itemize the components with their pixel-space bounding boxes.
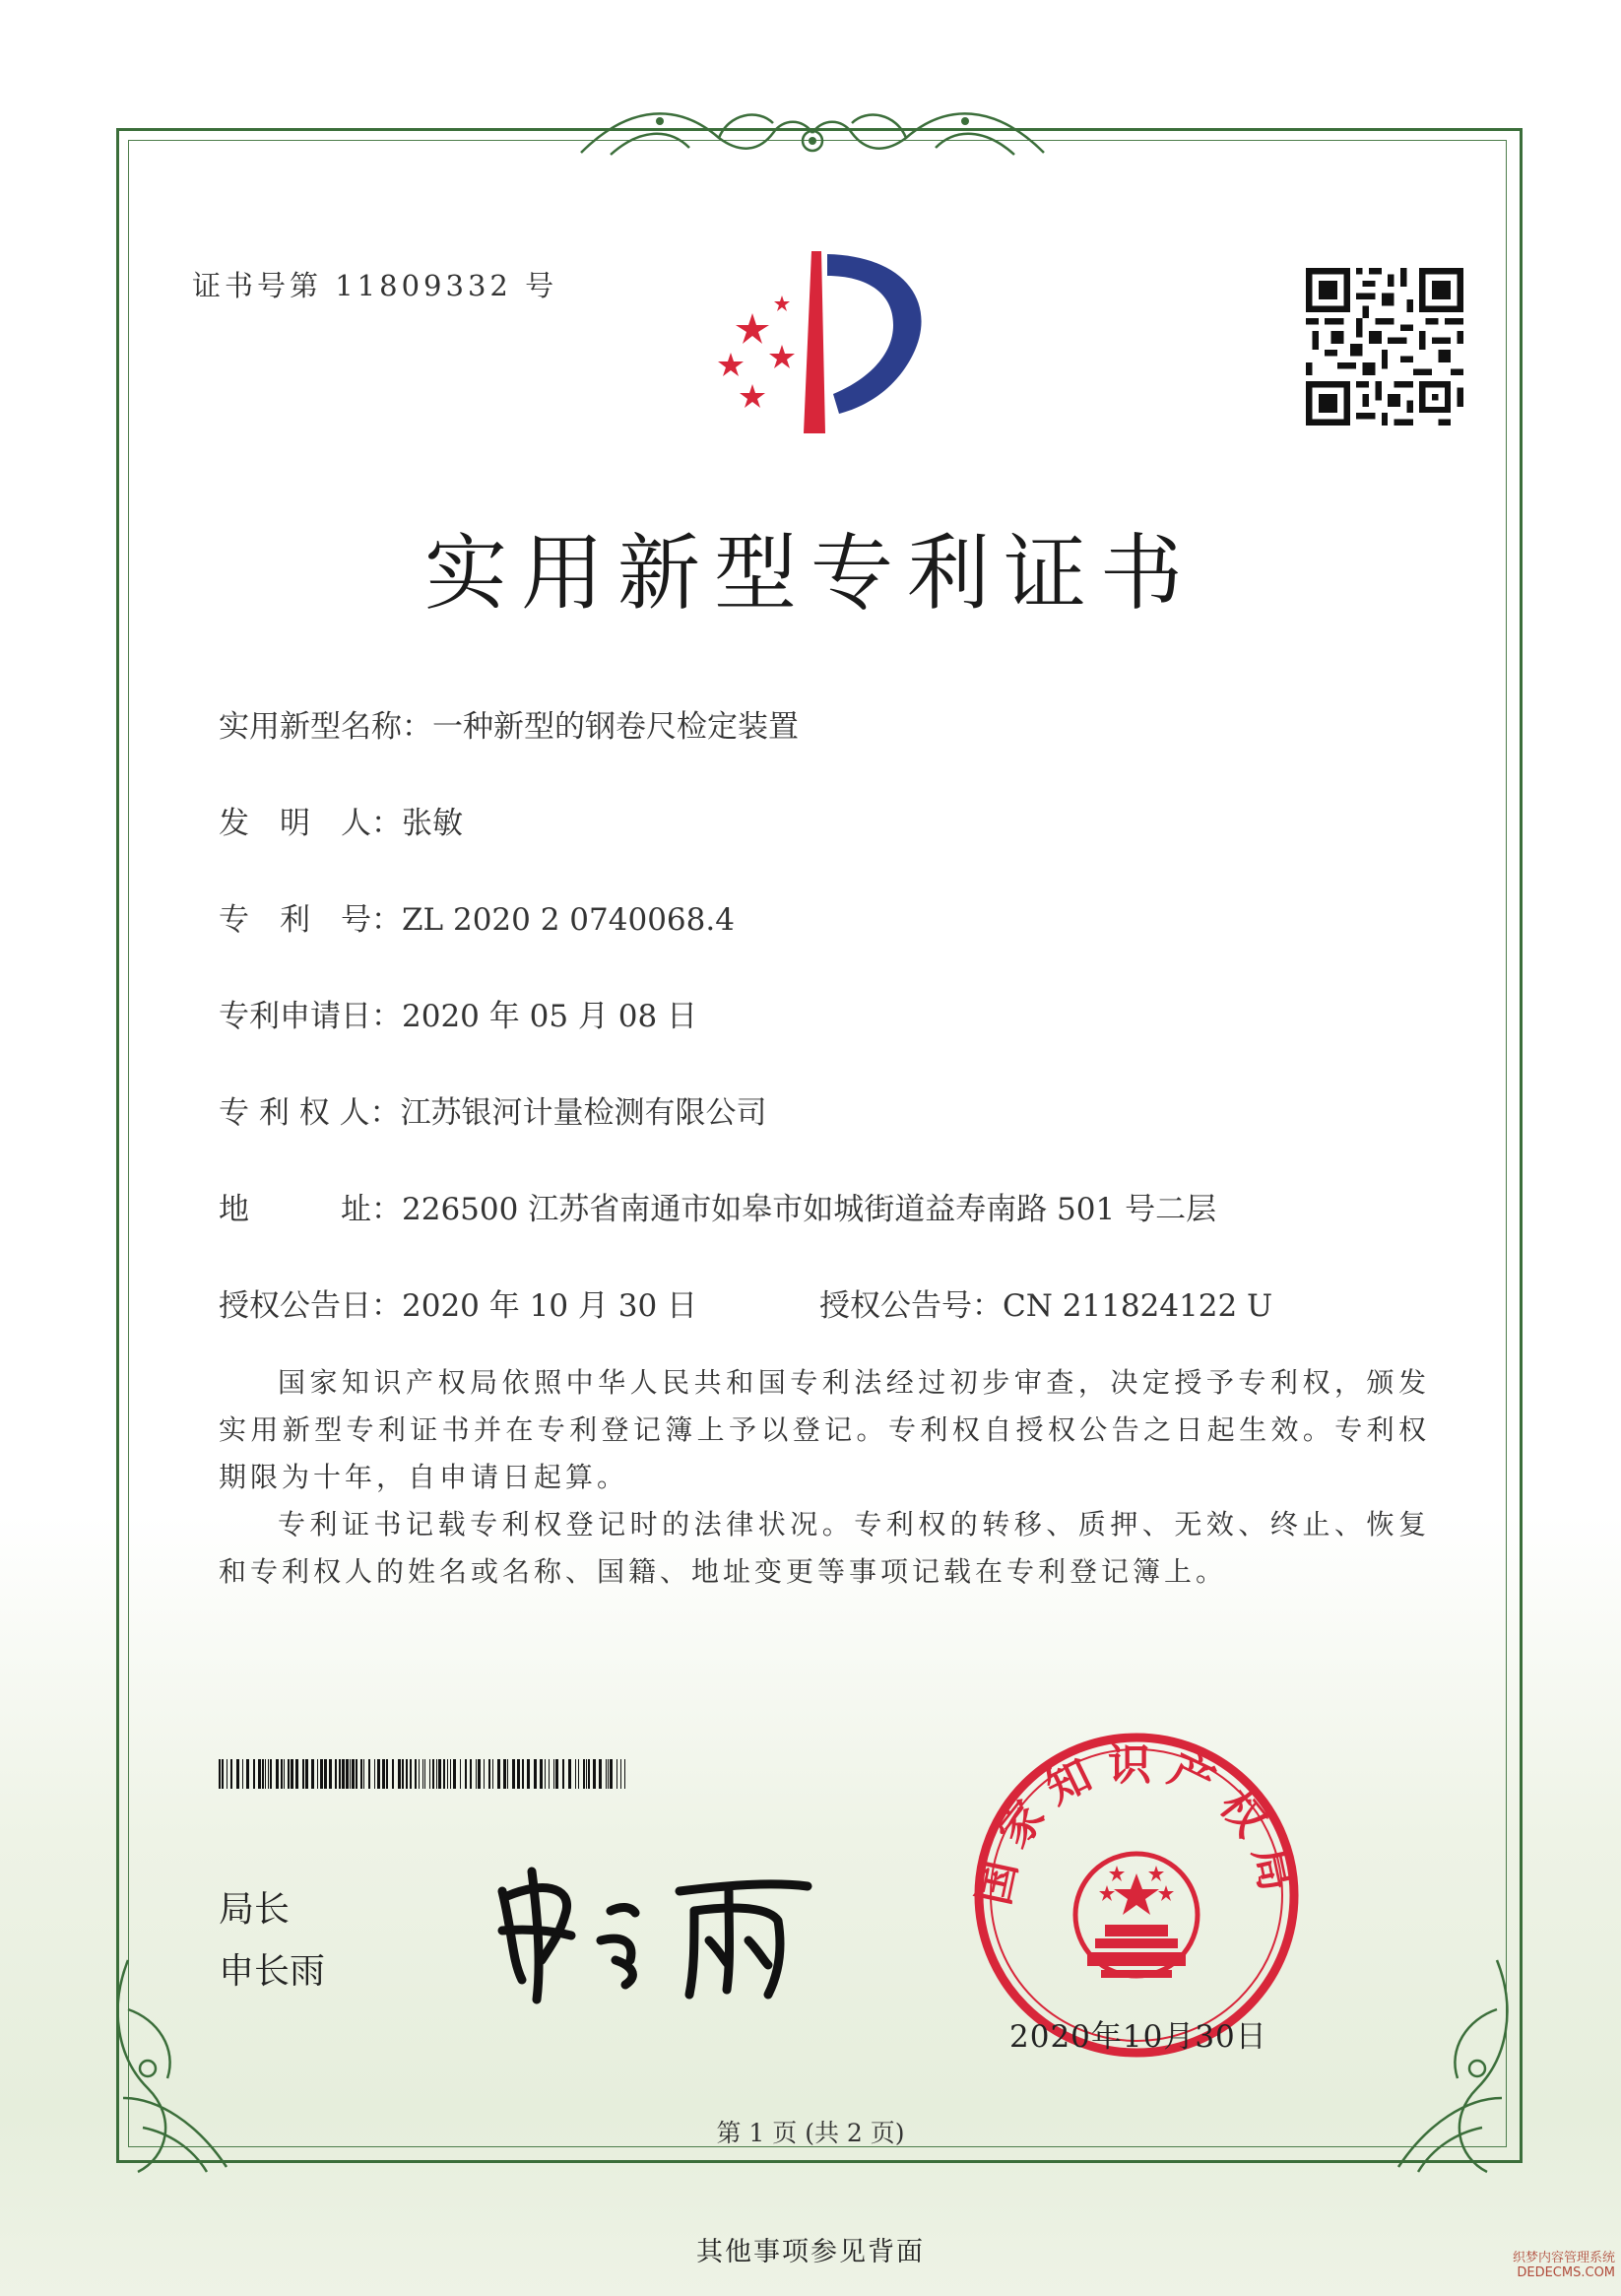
barcode-bar	[382, 1759, 385, 1789]
barcode-bar	[562, 1759, 564, 1789]
barcode-bar	[246, 1759, 249, 1789]
barcode-bar	[320, 1759, 323, 1789]
qr-code	[1306, 268, 1463, 426]
barcode-bar	[588, 1759, 590, 1789]
barcode-bar	[317, 1759, 318, 1789]
barcode-bar	[450, 1759, 451, 1789]
barcode-bar	[624, 1759, 625, 1789]
barcode-bar	[453, 1759, 456, 1789]
field-address: 地 址：226500 江苏省南通市如皋市如城街道益寿南路 501 号二层	[219, 1192, 1217, 1227]
field-announcement-date: 授权公告日：2020 年 10 月 30 日	[219, 1288, 698, 1324]
back-note: 其他事项参见背面	[696, 2237, 925, 2267]
barcode-bar	[424, 1759, 425, 1789]
barcode-bar	[503, 1759, 506, 1789]
barcode-bar	[242, 1759, 243, 1789]
barcode-bar	[512, 1759, 515, 1789]
barcode-bar	[568, 1759, 571, 1789]
barcode-bar	[288, 1759, 290, 1789]
barcode-bar	[465, 1759, 467, 1789]
barcode-bar	[478, 1759, 481, 1789]
barcode-bar	[470, 1759, 472, 1789]
barcode-bar	[377, 1759, 380, 1789]
barcode-bar	[429, 1759, 430, 1789]
barcode-bar	[265, 1759, 266, 1789]
barcode-bar	[398, 1759, 401, 1789]
barcode-bar	[311, 1759, 314, 1789]
barcode-bar	[368, 1759, 370, 1789]
barcode-bar	[616, 1759, 617, 1789]
barcode-bar	[253, 1759, 255, 1789]
bottom-right-ornament	[1379, 1950, 1526, 2187]
barcode-bar	[329, 1759, 332, 1789]
director-title: 局长	[219, 1889, 291, 1930]
barcode-bar	[517, 1759, 520, 1789]
barcode-bar	[386, 1759, 388, 1789]
barcode-bar	[443, 1759, 445, 1789]
barcode-bar	[268, 1759, 269, 1789]
barcode-bar	[230, 1759, 232, 1789]
barcode-bar	[527, 1759, 530, 1789]
barcode-bar	[339, 1759, 341, 1789]
barcode-bar	[236, 1759, 239, 1789]
seal-text: 国家知识产权局	[969, 1739, 1304, 1910]
barcode-bar	[410, 1759, 412, 1789]
barcode-bar	[415, 1759, 417, 1789]
barcode-bar	[610, 1759, 613, 1789]
barcode-bar	[406, 1759, 408, 1789]
barcode-bar	[360, 1759, 362, 1789]
barcode-bar	[606, 1759, 607, 1789]
handwritten-signature	[483, 1852, 837, 2009]
barcode-bar	[419, 1759, 420, 1789]
barcode-bar	[284, 1759, 285, 1789]
barcode-bar	[599, 1759, 602, 1789]
barcode-bar	[484, 1759, 485, 1789]
certificate-number	[192, 264, 557, 304]
page-number: 第 1 页 (共 2 页)	[716, 2119, 905, 2147]
certificate-number-suffix: 号	[525, 269, 558, 302]
barcode-bar	[436, 1759, 437, 1789]
barcode-bar	[222, 1759, 224, 1789]
field-application-date: 专利申请日：2020 年 05 月 08 日	[219, 999, 698, 1034]
barcode-bar	[593, 1759, 596, 1789]
barcode-bar	[492, 1759, 493, 1789]
barcode-bar	[549, 1759, 550, 1789]
field-patentee: 专 利 权 人：江苏银河计量检测有限公司	[219, 1095, 767, 1131]
barcode-bar	[295, 1759, 298, 1789]
page-title: 实用新型专利证书	[423, 525, 1197, 622]
barcode-bar	[392, 1759, 394, 1789]
barcode-bar	[276, 1759, 279, 1789]
top-ornament	[571, 94, 1054, 172]
barcode-bar	[402, 1759, 404, 1789]
field-patent-number: 专 利 号：ZL 2020 2 0740068.4	[219, 902, 735, 938]
barcode-bar	[586, 1759, 587, 1789]
barcode-bar	[363, 1759, 364, 1789]
barcode-bar	[460, 1759, 461, 1789]
certificate-number-value: 11809332	[335, 269, 512, 302]
field-inventor: 发 明 人：张敏	[219, 806, 463, 841]
seal-date: 2020年10月30日	[1009, 2019, 1267, 2055]
barcode-bar	[352, 1759, 355, 1789]
barcode-bar	[342, 1759, 345, 1789]
cnipa-logo	[701, 246, 947, 443]
watermark-line-2: DEDECMS.COM	[1517, 2265, 1616, 2280]
barcode-bar	[507, 1759, 508, 1789]
barcode-bar	[497, 1759, 500, 1789]
barcode-bar	[356, 1759, 357, 1789]
certificate-number-label: 证书号第	[192, 269, 323, 302]
barcode-bar	[305, 1759, 308, 1789]
barcode-bar	[578, 1759, 579, 1789]
barcode-bar	[262, 1759, 264, 1789]
barcode-bar	[270, 1759, 272, 1789]
barcode-bar	[583, 1759, 585, 1789]
barcode-bar	[620, 1759, 621, 1789]
barcode-bar	[422, 1759, 423, 1789]
body-paragraph-1: 国家知识产权局依照中华人民共和国专利法经过初步审查，决定授予专利权，颁发实用新型专利证书并在专利登记簿上予以登记。专利权自授权公告之日起生效。专利权期限为十年，自申请日起算。	[219, 1366, 1430, 1493]
site-watermark	[1513, 2251, 1615, 2280]
barcode-bar	[488, 1759, 490, 1789]
watermark-line-1: 织梦内容管理系统	[1513, 2251, 1616, 2265]
field-announcement-number: 授权公告号：CN 211824122 U	[819, 1288, 1273, 1324]
barcode	[219, 1759, 632, 1789]
field-utility-model-name: 实用新型名称：一种新型的钢卷尺检定装置	[219, 709, 799, 745]
barcode-bar	[522, 1759, 524, 1789]
barcode-bar	[374, 1759, 375, 1789]
barcode-bar	[302, 1759, 304, 1789]
director-name: 申长雨	[219, 1951, 326, 1992]
barcode-bar	[281, 1759, 283, 1789]
barcode-bar	[346, 1759, 349, 1789]
barcode-bar	[553, 1759, 554, 1789]
barcode-bar	[324, 1759, 327, 1789]
barcode-bar	[476, 1759, 477, 1789]
barcode-bar	[555, 1759, 558, 1789]
barcode-bar	[432, 1759, 434, 1789]
body-paragraph-2: 专利证书记载专利权登记时的法律状况。专利权的转移、质押、无效、终止、恢复和专利权人的姓名或名称、国籍、地址变更等事项记载在专利登记簿上。	[219, 1508, 1430, 1588]
barcode-bar	[258, 1759, 261, 1789]
barcode-bar	[575, 1759, 576, 1789]
barcode-bar	[438, 1759, 441, 1789]
barcode-bar	[350, 1759, 351, 1789]
barcode-bar	[540, 1759, 543, 1789]
barcode-bar	[219, 1759, 221, 1789]
barcode-bar	[291, 1759, 293, 1789]
barcode-bar	[608, 1759, 609, 1789]
barcode-bar	[534, 1759, 537, 1789]
barcode-bar	[545, 1759, 546, 1789]
barcode-bar	[447, 1759, 448, 1789]
barcode-bar	[335, 1759, 337, 1789]
